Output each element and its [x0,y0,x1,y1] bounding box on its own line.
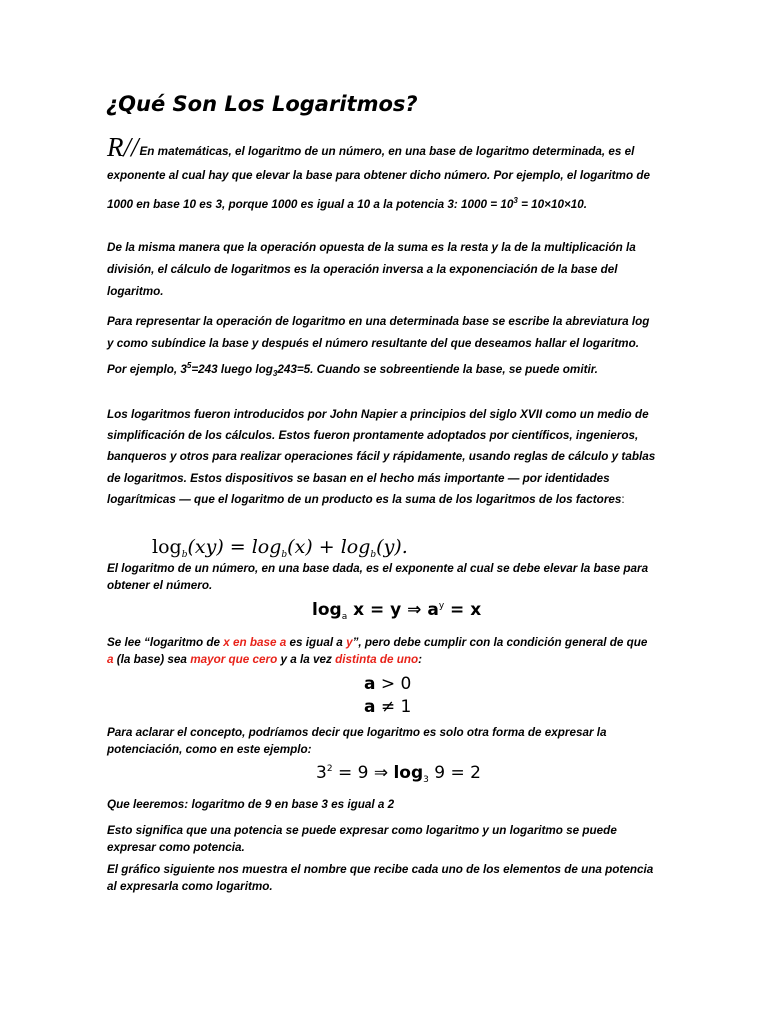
formula-product-arg-3: (y). [376,536,408,558]
formula-condition-not-one [364,697,411,717]
formula-example-end: 9 = 2 [428,763,481,783]
paragraph-notation-text-b: =243 luego log [191,362,273,376]
formula-product-base-1: b [181,550,188,560]
paragraph-notation-sup: 5 [186,361,192,370]
formula-product-arg-2: (x) + log [287,536,371,558]
formula-product-base-2: b [281,550,288,560]
formula-log-mid: x = y ⇒ a [347,600,439,620]
paragraph-equivalence: Esto significa que una potencia se puede expresar como logaritmo y un logaritmo se puede expresar como potencia. [107,824,617,854]
formula-product-arg-1: (xy) = log [187,536,282,558]
formula-example-base: 3 [316,763,327,783]
formula-log-word: log [312,600,342,620]
formula-condition-a-2: a [364,697,376,717]
formula-example [316,763,481,785]
formula-condition-rel-2: ≠ 1 [375,697,412,717]
paragraph-notation [107,311,657,385]
reading-t3: ”, pero debe cumplir con la condición general de que [352,636,648,649]
reading-r1: x en base a [223,636,287,649]
paragraph-definition-2: El logaritmo de un número, en una base dada, es el exponente al cual se debe elevar la base para obtener el número. [107,562,649,592]
answer-mark: R// [107,132,139,162]
formula-product-log-1: log [152,536,182,558]
paragraph-history [107,404,657,510]
paragraph-reading-example: Que leeremos: logaritmo de 9 en base 3 es igual a 2 [107,798,395,811]
formula-log-definition [312,600,481,622]
paragraph-clarify: Para aclarar el concepto, podríamos decir que logaritmo es solo otra forma de expresar la potenciación, como en este ejemplo: [107,726,607,756]
paragraph-reading-rule [107,634,657,668]
paragraph-inverse-operation: De la misma manera que la operación opuesta de la suma es la resta y la de la multiplicación la división, el cálculo de logaritmos es la operación inversa a la exponenciación de la base del logaritmo. [107,241,636,298]
paragraph-notation-text-c: 243=5. Cuando se sobreentiende la base, se puede omitir. [277,362,598,376]
formula-condition-positive [364,674,411,694]
paragraph-definition-sup: 3 [513,195,518,205]
formula-product-base-3: b [370,550,377,560]
paragraph-history-colon: : [621,492,625,506]
paragraph-notation-text-a: Para representar la operación de logaritmo en una determinada base se escribe la abreviatura log y como subíndice la base y después el número resultante del que deseamos hallar el logaritmo. Por ejemplo, 3 [107,315,650,376]
reading-t1: Se lee “logaritmo de [107,636,224,649]
formula-condition-a-1: a [364,674,376,694]
formula-example-sub: 3 [423,775,429,785]
reading-t4: (la base) sea [113,653,191,666]
reading-t5: y a la vez [277,653,336,666]
reading-r2: y [346,636,353,649]
formula-log-sup: y [438,601,445,611]
formula-example-sup: 2 [326,764,333,774]
reading-r5: distinta de uno [335,653,419,666]
formula-example-log: log [393,763,424,783]
page-title: ¿Qué Son Los Logaritmos? [106,92,418,116]
formula-product-rule [152,536,408,560]
paragraph-notation-sub: 3 [272,369,278,379]
paragraph-definition-text-a: En matemáticas, el logaritmo de un número, en una base de logaritmo determinada, es el exponente al cual hay que elevar la base para obtener dicho número. Por ejemplo, el logaritmo de 1000 en base 10 es 3, porque 1000 es igual a 10 a la potencia 3: 1000 = 10 [107,145,650,211]
paragraph-graphic-intro: El gráfico siguiente nos muestra el nombre que recibe cada uno de los elementos de una potencia al expresarla como logaritmo. [107,863,654,893]
reading-r4: mayor que cero [190,653,278,666]
reading-t6: : [418,653,423,666]
formula-condition-rel-1: > 0 [375,674,412,694]
paragraph-definition-text-b: = 10×10×10. [517,197,588,211]
formula-log-end: = x [444,600,482,620]
reading-t2: es igual a [286,636,347,649]
paragraph-definition [107,132,657,217]
reading-r3: a [107,653,114,666]
formula-log-sub: a [341,612,348,622]
formula-example-mid: = 9 ⇒ [332,763,394,783]
paragraph-history-text: Los logaritmos fueron introducidos por John Napier a principios del siglo XVII como un medio de simplificación de los cálculos. Estos fueron prontamente adoptados por científicos, ingenieros, banqueros y otros para realizar operaciones fácil y rápidamente, usando reglas de cálculo y tablas de logaritmos. Estos dispositivos se basan en el hecho más importante — por identidades logarítmicas — que el logaritmo de un producto es la suma de los logaritmos de los factores [107,408,656,506]
